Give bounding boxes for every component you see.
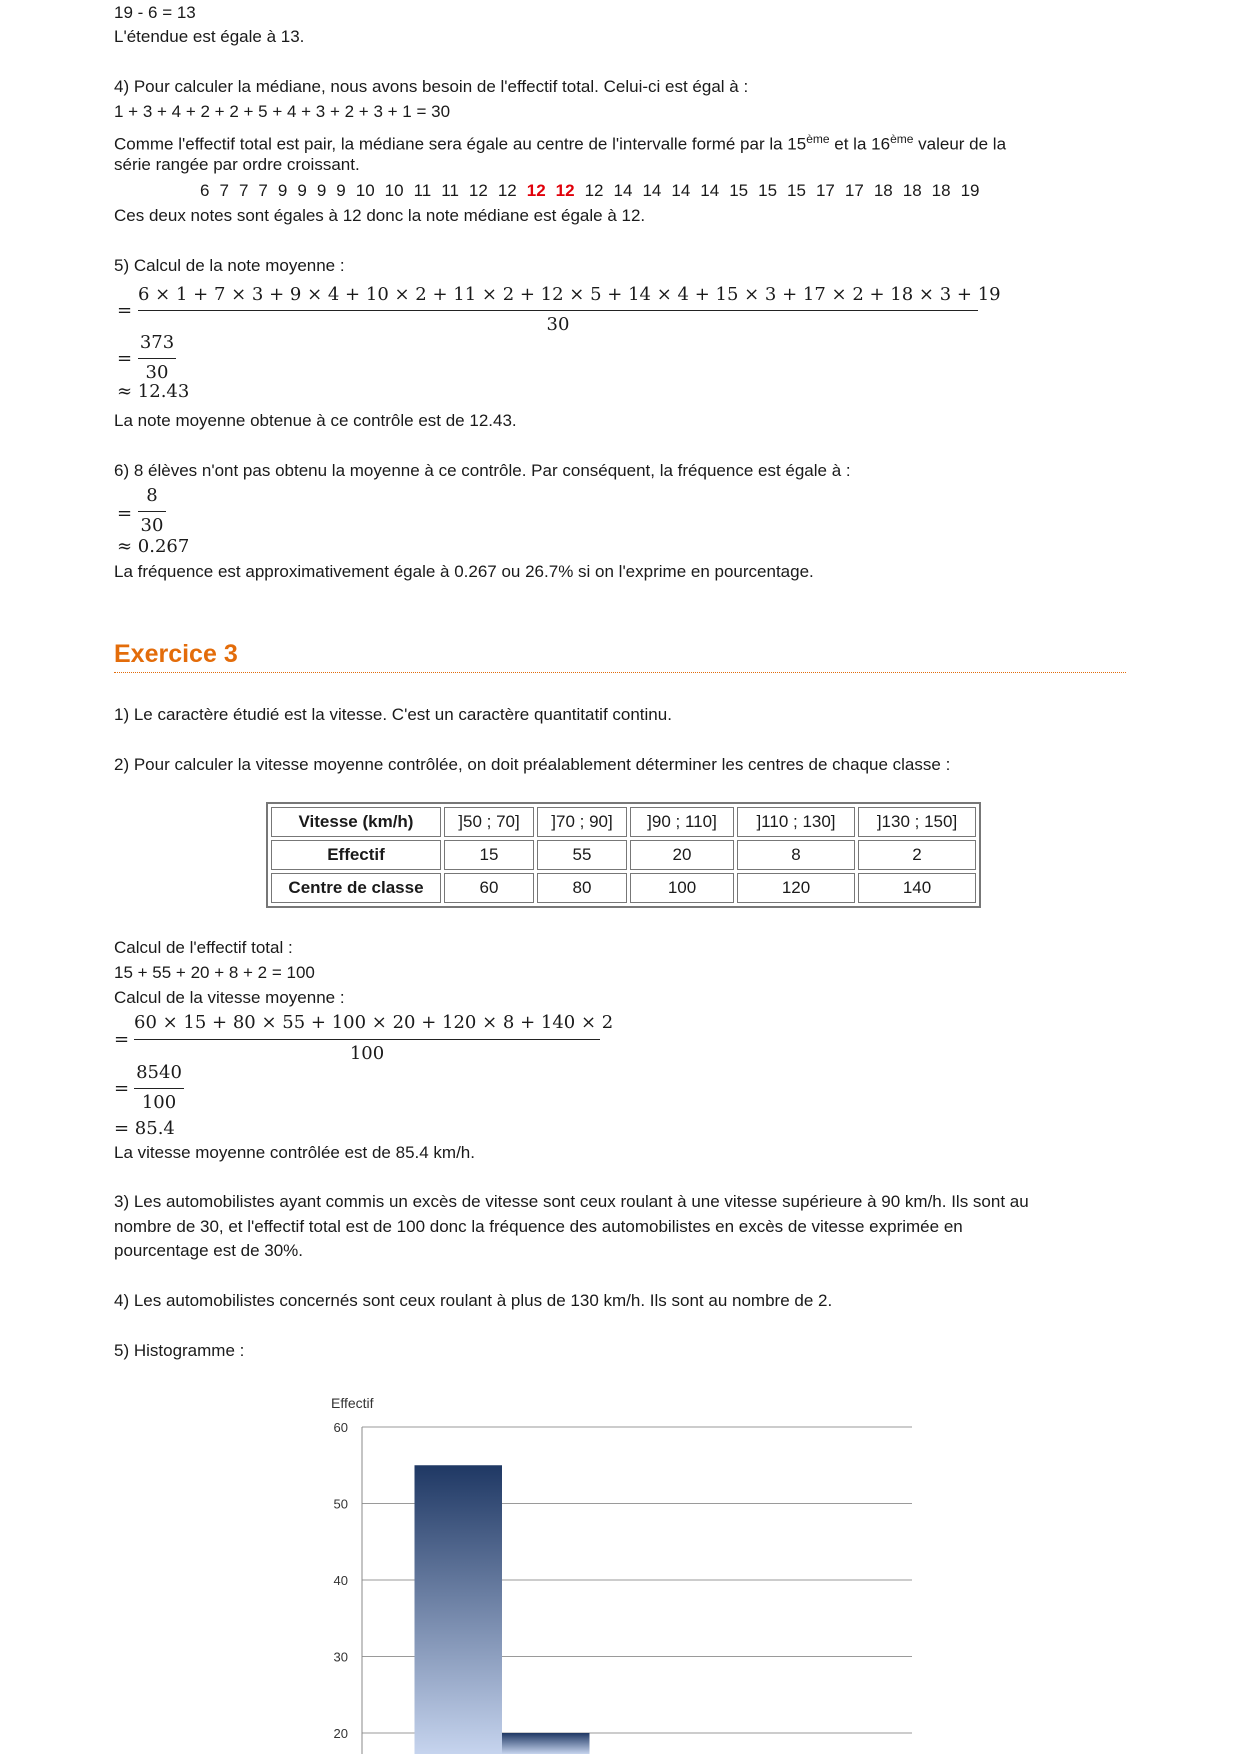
series-value: 12 [497, 181, 517, 200]
series-value: 14 [671, 181, 691, 200]
histogram-bar [415, 1465, 503, 1754]
effectif-title: Calcul de l'effectif total : [114, 938, 293, 957]
speed-conclusion: La vitesse moyenne contrôlée est de 85.4 km/h. [114, 1143, 475, 1162]
series-value: 18 [931, 181, 951, 200]
series-value: 9 [316, 181, 327, 200]
series-value: 18 [873, 181, 893, 200]
series-value: 15 [787, 181, 806, 200]
series-value: 12 [468, 181, 488, 200]
mean-approx: ≈ 12.43 [117, 381, 190, 402]
series-value: 12 [526, 181, 546, 200]
q5-conclusion: La note moyenne obtenue à ce contrôle est de 12.43. [114, 411, 517, 430]
histogram-chart [320, 1385, 940, 1754]
series-value: 12 [584, 181, 604, 200]
equals-sign: = [117, 348, 133, 369]
y-tick-label: 40 [333, 1573, 348, 1588]
series-value: 14 [613, 181, 633, 200]
ex3-q3-line3: pourcentage est de 30%. [114, 1241, 304, 1260]
y-tick-label: 30 [333, 1649, 348, 1665]
series-value: 10 [355, 181, 375, 200]
series-value: 7 [238, 181, 249, 200]
series-value: 17 [815, 181, 835, 200]
table-row: Centre de classe 60 80 100 120 140 [271, 873, 976, 903]
series-value: 19 [960, 181, 980, 200]
exercise-3-heading: Exercice 3 [114, 640, 238, 668]
effectif-sum: 15 + 55 + 20 + 8 + 2 = 100 [114, 963, 315, 982]
ex3-q1: 1) Le caractère étudié est la vitesse. C'est un caractère quantitatif continu. [114, 705, 672, 724]
series-value: 9 [277, 181, 288, 200]
series-value: 6 [200, 181, 210, 200]
vm-title: Calcul de la vitesse moyenne : [114, 988, 345, 1007]
range-conclusion: L'étendue est égale à 13. [114, 27, 305, 46]
series-value: 11 [441, 181, 459, 200]
ex3-q5: 5) Histogramme : [114, 1341, 245, 1360]
q4-explanation-2: série rangée par ordre croissant. [114, 155, 360, 174]
ex3-q2: 2) Pour calculer la vitesse moyenne contrôlée, on doit préalablement déterminer les centres de chaque classe : [114, 755, 951, 774]
document-page: 19 - 6 = 13 L'étendue est égale à 13. 4) Pour calculer la médiane, nous avons besoin de l'effectif total. Celui-ci est égal à : 1 + 3 + 4 + 2 + 2 + 5 + 4 + 3 + 2 + 3 + 1 = 30 Comme l'effectif total est pair, la médiane sera égale au centre de l'intervalle formé par la 15ème et la 16ème valeur de la série rangée par ordre croissant. 6 7 7 7 9 9 9 9 10 10 11 11 12 12 12 12 12 14 14 14 14 15 15 15 17 17 18 18 18 19 Ces deux notes sont égales à 12 donc la note médiane est égale à 12. 5) Calcul de la note moyenne : = 6 × 1 + 7 × 3 + 9 × 4 + 10 × 2 + 11 × 2 + 12 × 5 + 14 × 4 + 15 × 3 + 17 × 2 + 18 × 3 + 19 30 = 373 30 ≈ 12.43 La note moyenne obtenue à ce contrôle est de 12.43. 6) 8 élèves n'ont pas obtenu la moyenne à ce contrôle. Par conséquent, la fréquence est égale à : = 8 30 ≈ 0.267 La fréquence est approximativement égale à 0.267 ou 26.7% si on l'exprime en pourcentage. Exercice 3 1) Le caractère étudié est la vitesse. C'est un caractère quantitatif continu. 2) Pour calculer la vitesse moyenne contrôlée, on doit préalablement déterminer les centres de chaque classe : Vitesse (km/h) ]50 ; 70] ]70 ; 90] ]90 ; 110] ]110 ; 130] ]130 ; 150] Effectif 15 55 20 8 2 Centre de classe 60 80 100 120 140 Calcul de l'effectif total : 15 + 55 + 20 + 8 + 2 = 100 Calcul de la vitesse moyenne : = 60 × 15 + 80 × 55 + 100 × 20 + 120 × 8 + 140 × 2 100 = 8540 100 = 85.4 La vitesse moyenne contrôlée est de 85.4 km/h. 3) Les automobilistes ayant commis un excès de vitesse sont ceux roulant à une vitesse supérieure à 90 km/h. Ils sont au nombre de 30, et l'effectif total est de 100 donc la fréquence des automobilistes en excès de vitesse exprimée en pourcentage est de 30%. 4) Les automobilistes concernés sont ceux roulant à plus de 130 km/h. Ils sont au nombre de 2. 5) Histogramme : Effectif 60 50 40 30 20 [0, 0, 1240, 1754]
speed-result: = 85.4 [114, 1118, 175, 1139]
range-calc: 19 - 6 = 13 [114, 3, 196, 22]
y-tick-label: 60 [333, 1420, 348, 1435]
series-value: 14 [700, 181, 720, 200]
table-row: Effectif 15 55 20 8 2 [271, 840, 976, 870]
series-value: 15 [758, 181, 778, 200]
equals-sign: = [114, 1029, 130, 1050]
series-value: 9 [336, 181, 346, 200]
equals-sign: = [114, 1078, 130, 1099]
sorted-series [200, 180, 990, 202]
y-axis-label: Effectif [331, 1395, 374, 1411]
q4-conclusion: Ces deux notes sont égales à 12 donc la note médiane est égale à 12. [114, 206, 646, 225]
histogram-bar [502, 1733, 590, 1754]
q5-intro: 5) Calcul de la note moyenne : [114, 256, 345, 275]
ex3-q3-line1: 3) Les automobilistes ayant commis un excès de vitesse sont ceux roulant à une vitesse supérieure à 90 km/h. Ils sont au [114, 1192, 1029, 1211]
series-value: 14 [642, 181, 662, 200]
class-table [266, 802, 981, 908]
bars [415, 1465, 590, 1754]
series-value: 18 [902, 181, 922, 200]
series-value: 10 [384, 181, 404, 200]
q6-intro: 6) 8 élèves n'ont pas obtenu la moyenne à ce contrôle. Par conséquent, la fréquence est égale à : [114, 461, 851, 480]
frequency-approx: ≈ 0.267 [117, 536, 190, 557]
y-tick-label: 20 [333, 1726, 348, 1741]
q4-intro: 4) Pour calculer la médiane, nous avons besoin de l'effectif total. Celui-ci est égal à : [114, 77, 749, 96]
q4-explanation: Comme l'effectif total est pair, la médiane sera égale au centre de l'intervalle formé par la 15ème et la 16ème valeur de la [114, 132, 1007, 154]
series-value: 12 [555, 181, 575, 200]
y-tick-label: 50 [333, 1496, 348, 1512]
q4-sum: 1 + 3 + 4 + 2 + 2 + 5 + 4 + 3 + 2 + 3 + 1 = 30 [114, 102, 451, 121]
series-value: 15 [729, 181, 749, 200]
series-value: 7 [258, 181, 268, 200]
series-value: 9 [297, 181, 307, 200]
ex3-q4: 4) Les automobilistes concernés sont ceux roulant à plus de 130 km/h. Ils sont au nombre de 2. [114, 1291, 833, 1310]
ex3-q3-line2: nombre de 30, et l'effectif total est de 100 donc la fréquence des automobilistes en excès de vitesse exprimée en [114, 1217, 963, 1236]
series-value: 11 [413, 181, 432, 200]
heading-rule [114, 672, 1126, 673]
equals-sign: = [117, 503, 133, 524]
series-value: 17 [844, 181, 864, 200]
equals-sign: = [117, 300, 133, 321]
q6-conclusion: La fréquence est approximativement égale à 0.267 ou 26.7% si on l'exprime en pourcentage. [114, 562, 814, 581]
series-value: 7 [219, 181, 229, 200]
table-row: Vitesse (km/h) ]50 ; 70] ]70 ; 90] ]90 ; 110] ]110 ; 130] ]130 ; 150] [271, 807, 976, 837]
